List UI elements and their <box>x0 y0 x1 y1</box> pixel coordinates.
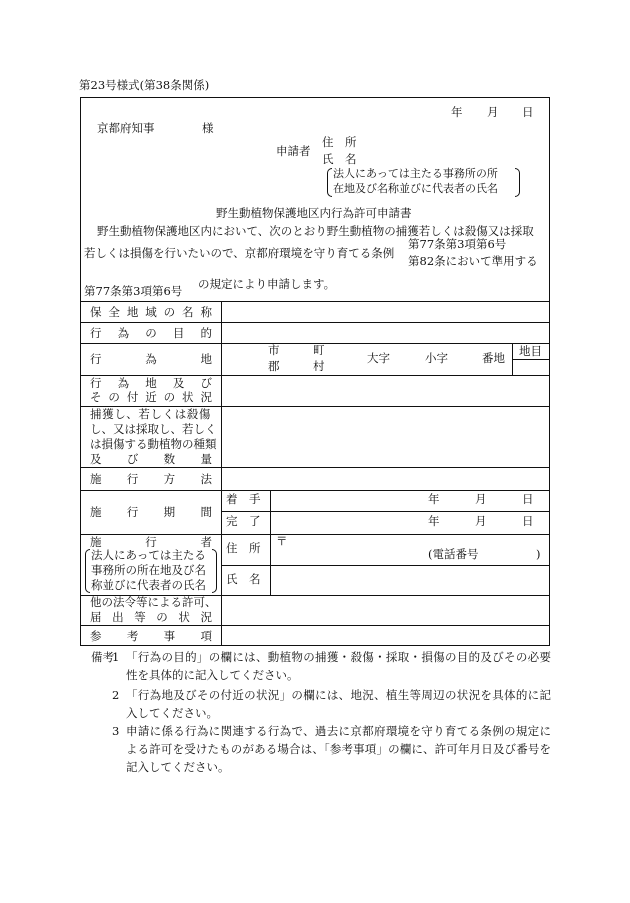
note-1-text: 「行為の目的」の欄には、動植物の捕獲・殺傷・採取・損傷の目的及びその必要性を具体的に記入してください。 <box>126 650 551 682</box>
date-month: 月 <box>487 105 499 119</box>
postal-mark: 〒 <box>276 534 288 548</box>
label-species-3: は損傷する動植物の種類 <box>90 437 217 451</box>
table-top-line <box>80 301 550 302</box>
label-other-law-1: 他の法令等による許可、 <box>90 595 217 609</box>
note-2-num: 2 <box>112 688 120 702</box>
applicant-label: 申請者 <box>276 144 311 158</box>
body-ref-c: 第77条第3項第6号 <box>84 284 183 298</box>
notes-header: 備考 <box>91 650 114 664</box>
executor-note-1: 法人にあっては主たる <box>91 548 206 562</box>
phone-number: (電話番号 ) <box>428 547 541 561</box>
note-2-text: 「行為地及びその付近の状況」の欄には、地況、植生等周辺の状況を具体的に記入してください。 <box>126 688 551 720</box>
note-3-num: 3 <box>112 724 120 738</box>
label-address: 住 所 <box>226 541 261 555</box>
applicant-corp-note-1: 法人にあっては主たる事務所の所 <box>333 167 498 180</box>
form-title: 野生動植物保護地区内行為許可申請書 <box>216 206 412 220</box>
end-day: 日 <box>522 514 534 528</box>
place-chimoku: 地目 <box>519 344 542 358</box>
addressee-honorific: 様 <box>202 121 214 135</box>
place-city-1: 市 <box>268 343 280 357</box>
start-month: 月 <box>475 492 487 506</box>
place-city-2: 郡 <box>268 359 280 373</box>
executor-note-3: 称並びに代表者の氏名 <box>91 578 206 592</box>
form-number: 第23号様式(第38条関係) <box>79 78 210 92</box>
row-line <box>80 490 550 491</box>
label-name: 氏 名 <box>226 572 261 586</box>
label-reference: 参 考 事 項 <box>90 629 212 643</box>
label-start: 着 手 <box>226 492 261 506</box>
label-area-name: 保 全 地 域 の 名 称 <box>90 305 212 319</box>
label-column-divider <box>221 301 222 646</box>
place-oaza: 大字 <box>367 351 390 365</box>
sub-label-divider <box>270 490 271 595</box>
body-ref-b: 第82条において準用する <box>408 254 538 268</box>
body-ref-a: 第77条第3項第6号 <box>408 237 507 251</box>
end-month: 月 <box>475 514 487 528</box>
executor-bracket-left <box>85 549 90 593</box>
label-species-4: 及 び 数 量 <box>90 452 212 466</box>
label-other-law-2: 届 出 等 の 状 況 <box>90 610 212 624</box>
body-line-3: の規定により申請します。 <box>198 277 336 291</box>
end-year: 年 <box>428 514 440 528</box>
chimoku-line <box>512 359 550 360</box>
row-line <box>80 467 550 468</box>
label-surroundings-1: 行 為 地 及 び <box>90 376 212 390</box>
label-purpose: 行 為 の 目 的 <box>90 326 212 340</box>
label-executor: 施 行 者 <box>90 535 212 549</box>
start-day: 日 <box>522 492 534 506</box>
note-1-num: 1 <box>112 650 120 664</box>
body-line-2: 若しくは損傷を行いたいので、京都府環境を守り育てる条例 <box>84 246 395 260</box>
place-koaza: 小字 <box>425 351 448 365</box>
place-town-2: 村 <box>313 359 325 373</box>
label-period: 施 行 期 間 <box>90 505 212 519</box>
label-end: 完 了 <box>226 514 261 528</box>
start-year: 年 <box>428 492 440 506</box>
place-town-1: 町 <box>313 343 325 357</box>
label-method: 施 行 方 法 <box>90 472 212 486</box>
label-species-2: し、又は採取し、若しく <box>90 422 217 436</box>
executor-note-2: 事務所の所在地及び名 <box>91 563 206 577</box>
note-3-text: 申請に係る行為に関連する行為で、過去に京都府環境を守り育てる条例の規定による許可を受けたものがある場合は、「参考事項」の欄に、許可年月日及び番号を記入してください。 <box>126 724 552 774</box>
applicant-address-label: 住 所 <box>322 135 357 149</box>
executor-bracket-right <box>212 549 217 593</box>
label-place: 行 為 地 <box>90 352 212 366</box>
body-line-1: 野生動植物保護地区内において、次のとおり野生動植物の捕獲若しくは殺傷又は採取 <box>97 224 534 238</box>
applicant-name-label: 氏 名 <box>322 152 357 166</box>
label-species-1: 捕獲し、若しくは殺傷 <box>90 407 211 421</box>
label-surroundings-2: そ の 付 近 の 状 況 <box>90 390 212 404</box>
place-banchi: 番地 <box>482 351 505 365</box>
date-day: 日 <box>522 105 534 119</box>
date-year: 年 <box>451 105 463 119</box>
applicant-corp-note-2: 在地及び名称並びに代表者の氏名 <box>333 182 498 195</box>
applicant-note-bracket-left <box>327 168 332 197</box>
row-line <box>80 322 550 323</box>
applicant-note-bracket-right <box>515 168 520 197</box>
row-line <box>80 625 550 626</box>
addressee-name: 京都府知事 <box>97 121 155 135</box>
